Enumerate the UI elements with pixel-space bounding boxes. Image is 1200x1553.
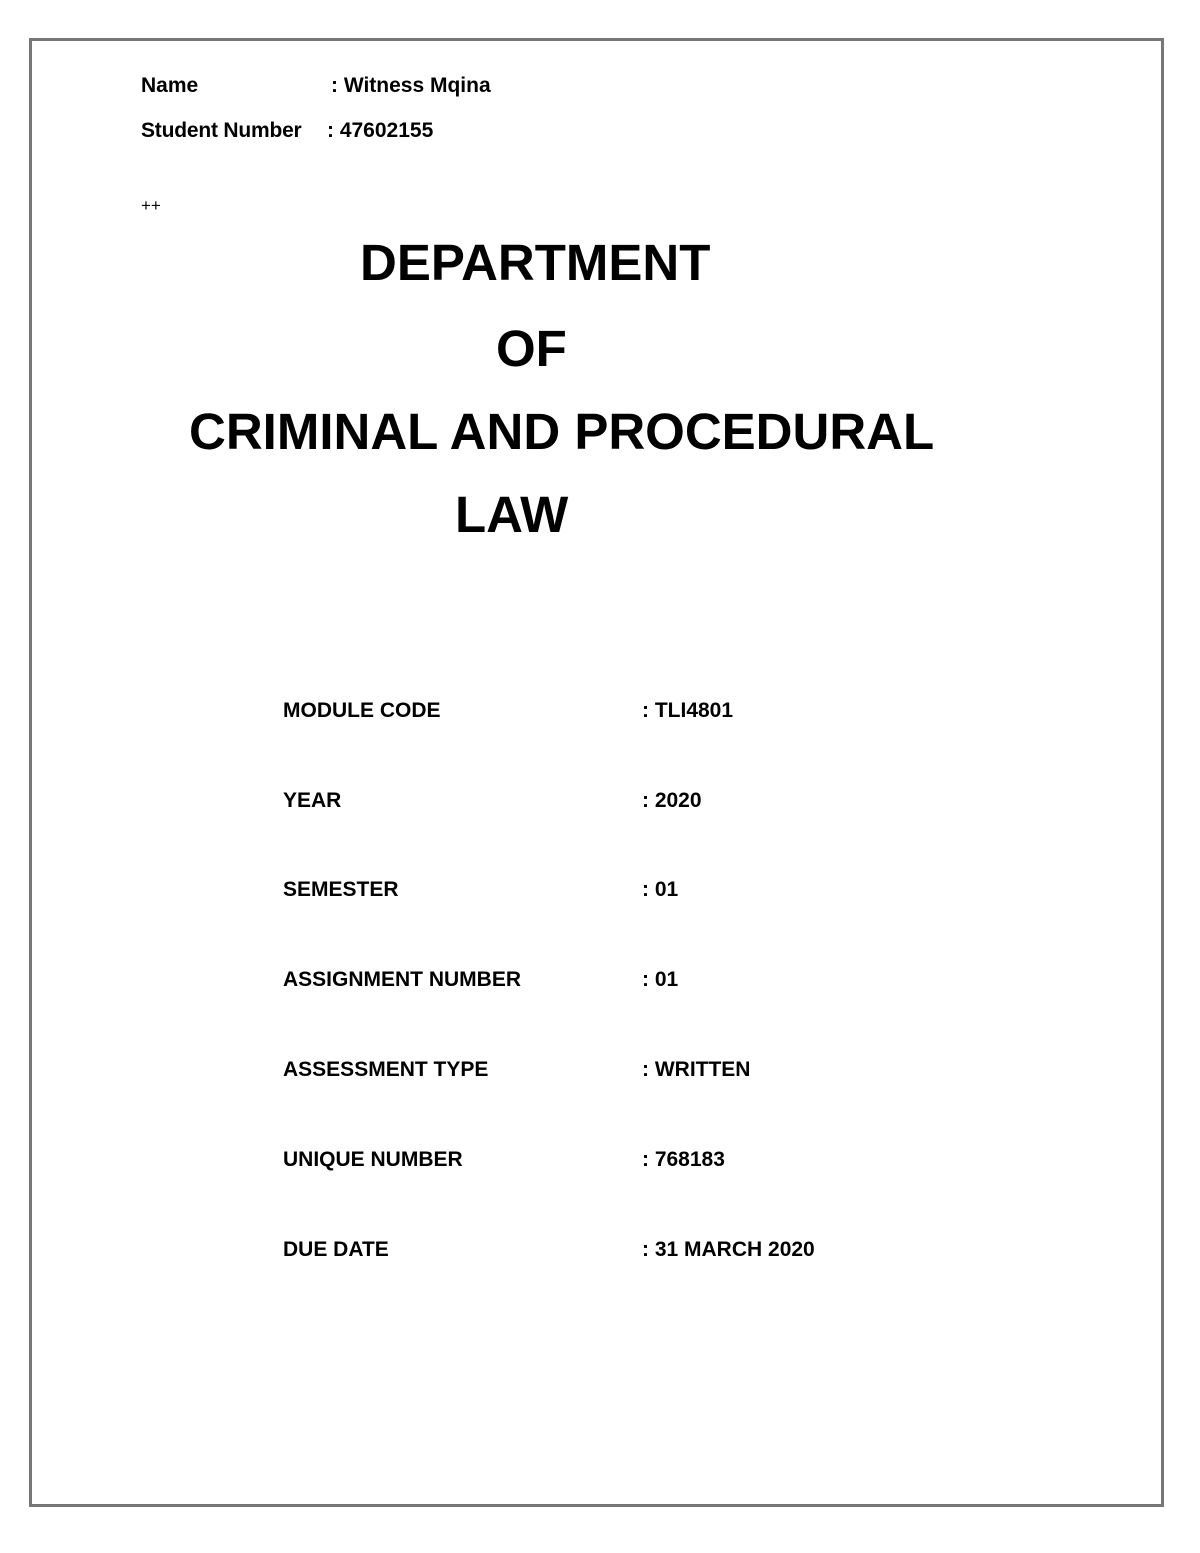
title-line-department: DEPARTMENT	[360, 234, 711, 291]
semester-label: SEMESTER	[283, 878, 399, 901]
title-line-criminal-and-procedural: CRIMINAL AND PROCEDURAL	[189, 403, 935, 460]
due-date-label: DUE DATE	[283, 1238, 389, 1261]
due-date-value: : 31 MARCH 2020	[642, 1238, 815, 1261]
year-value: : 2020	[642, 789, 702, 812]
unique-number-label: UNIQUE NUMBER	[283, 1148, 463, 1171]
year-label: YEAR	[283, 789, 342, 812]
plus-marker: ++	[141, 196, 161, 215]
title-line-of: OF	[496, 320, 567, 377]
unique-number-value: : 768183	[642, 1148, 725, 1171]
name-label: Name	[141, 74, 199, 97]
title-line-law: LAW	[455, 486, 569, 543]
student-number-label: Student Number	[141, 119, 302, 142]
student-number-value: : 47602155	[327, 119, 434, 142]
assessment-type-label: ASSESSMENT TYPE	[283, 1058, 489, 1081]
semester-value: : 01	[642, 878, 679, 901]
module-code-value: : TLI4801	[642, 699, 734, 722]
assessment-type-value: : WRITTEN	[642, 1058, 751, 1081]
assignment-number-value: : 01	[642, 968, 679, 991]
name-value: : Witness Mqina	[331, 74, 491, 97]
module-code-label: MODULE CODE	[283, 699, 441, 722]
assignment-number-label: ASSIGNMENT NUMBER	[283, 968, 522, 991]
